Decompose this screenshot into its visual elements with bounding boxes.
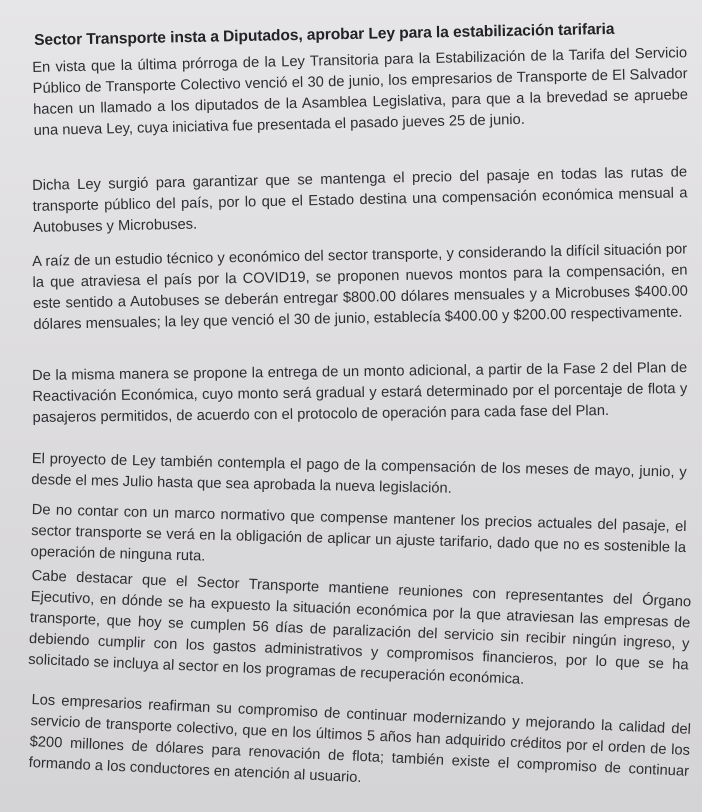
paragraph: A raíz de un estudio técnico y económico del sector transporte, y considerando la difícil situación por la que atraviesa el país por la COVID19, se proponen nuevos montos para la compensación, en este sentido a Autobuses se deberán entregar $800.00 dólares mensuales y a Microbuses $400.00 dólares mensuales; la ley que venció el 30 de junio, establecía $400.00 y $200.00 respectivamente. [32,241,689,333]
paragraph: De la misma manera se propone la entrega de un monto adicional, a partir de la Fase 2 del Plan de Reactivación Económica, cuyo monto será gradual y estará determinado por el porcentaje de flota y pasajeros permitidos, de acuerdo con el protocolo de operación para cada fase del Plan. [32,359,688,426]
paragraph: Cabe destacar que el Sector Transporte mantiene reuniones con representantes del Órgano Ejecutivo, en dónde se ha expuesto la situación económica por la que atraviesan las empresas de transporte, que hoy se cumplen 56 días de paralización del servicio sin recibir ningún ingreso, y debiendo cumplir con los gastos administrativos y compromisos financieros, por lo que se ha solicitado se incluya al sector en los programas de recuperación económica. [27,567,692,688]
paragraph: El proyecto de Ley también contempla el pago de la compensación de los meses de mayo, junio, y desde el mes Julio hasta que sea aprobada la nueva legislación. [31,450,687,497]
document-title: Sector Transporte insta a Diputados, aprobar Ley para la estabilización tarifaria [34,20,615,49]
paragraph: Dicha Ley surgió para garantizar que se mantenga el precio del pasaje en todas las rutas de transporte público del país, por lo que el Estado destina una compensación económica mensual a Autobuses y Microbuses. [32,164,688,236]
paragraph: De no contar con un marco normativo que compense mantener los precios actuales del pasaje, el sector transporte se verá en la obligación de aplicar un ajuste tarifario, dado que no es sostenible la operación de ninguna ruta. [30,501,687,565]
paragraph: En vista que la última prórroga de la Ley Transitoria para la Estabilización de la Tarifa del Servicio Público de Transporte Colectivo venció el 30 de junio, los empresarios de Transporte de El Salvador hacen un llamado a los diputados de la Asamblea Legislativa, para que a la brevedad se apruebe una nueva Ley, cuya iniciativa fue presentada el pasado jueves 25 de junio. [32,45,689,139]
paragraph: Los empresarios reafirman su compromiso de continuar modernizando y mejorando la calidad del servicio de transporte colectivo, que en los últimos 5 años han adquirido créditos por el orden de los $200 millones de dólares para renovación de flota; también existe el compromiso de continuar formando a los conductores en atención al usuario. [28,691,692,787]
